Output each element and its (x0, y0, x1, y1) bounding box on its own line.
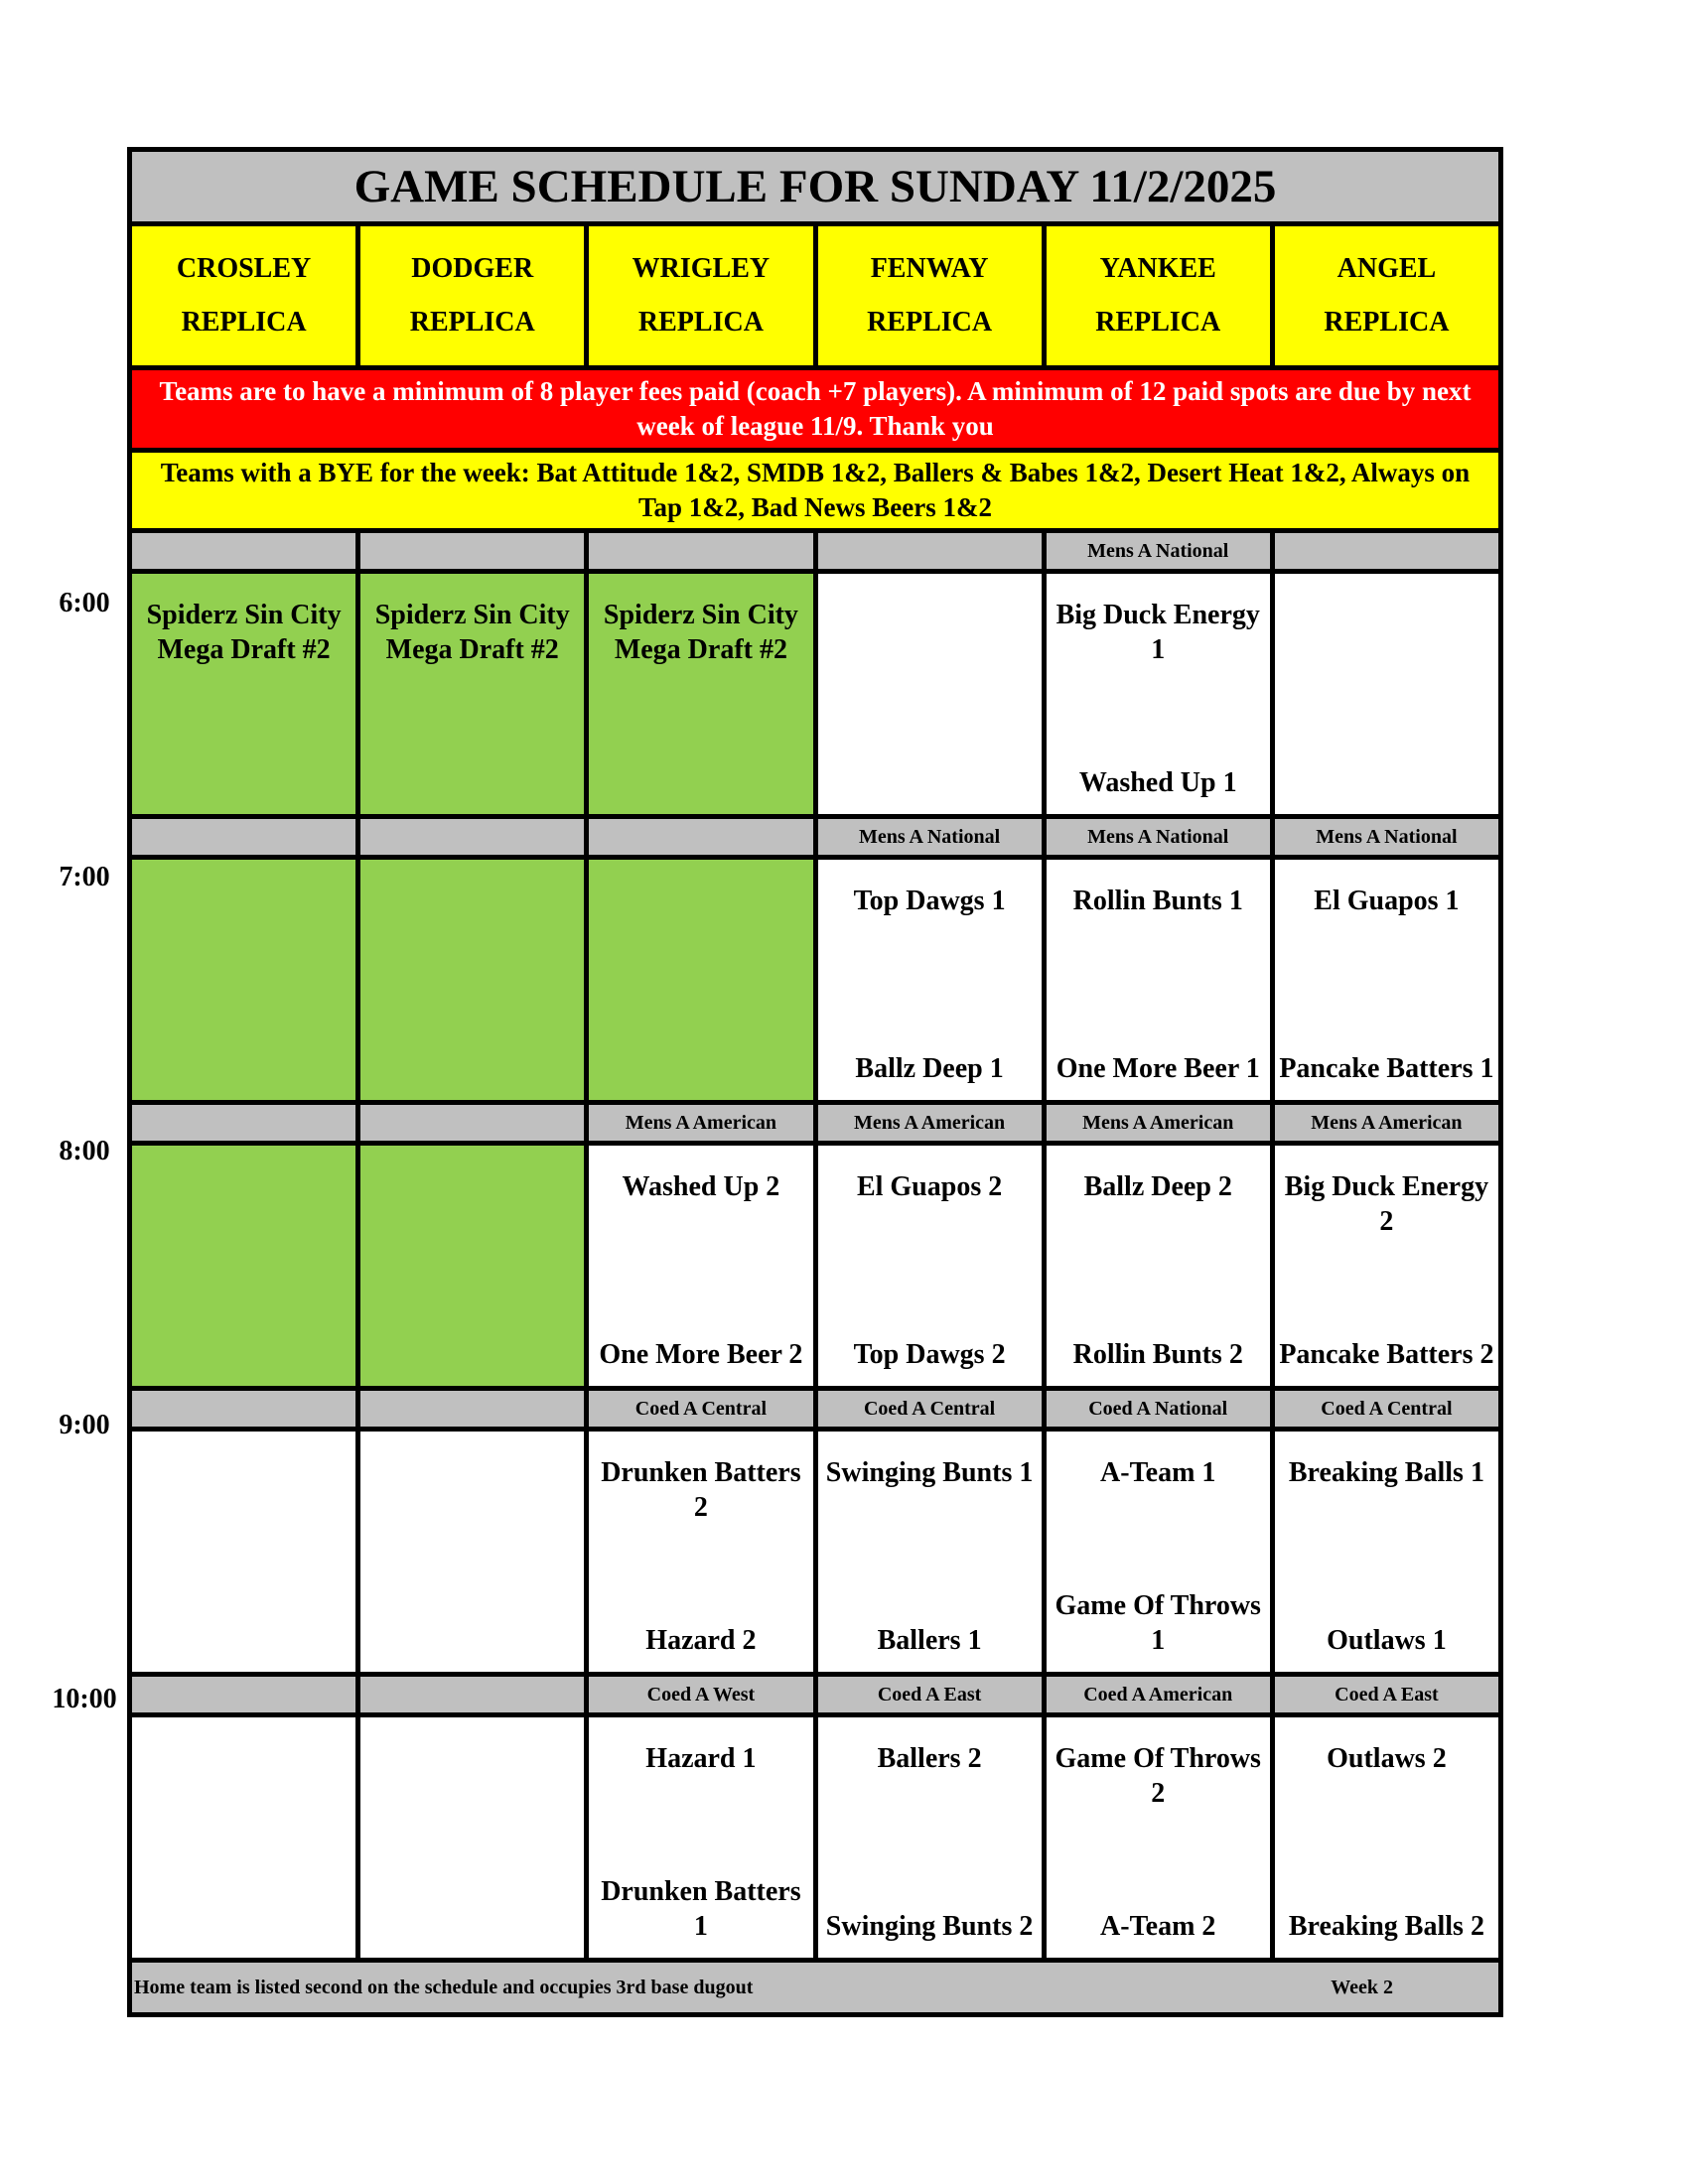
division-label: Mens A American (1047, 1105, 1270, 1141)
home-team: One More Beer 1 (1055, 1053, 1260, 1084)
home-team: Breaking Balls 2 (1288, 1911, 1484, 1942)
game-cell (589, 1146, 812, 1386)
away-team: Big Duck Energy 1 (1055, 600, 1260, 665)
division-label (360, 819, 584, 855)
division-label (132, 1105, 355, 1141)
field-header-dodger (360, 226, 584, 365)
field-header-crosley (132, 226, 355, 365)
home-team: One More Beer 2 (599, 1339, 803, 1370)
field-name: ANGEL (1336, 253, 1437, 284)
division-label (132, 1677, 355, 1712)
division-label: Mens A American (818, 1105, 1042, 1141)
field-sub: REPLICA (637, 307, 764, 338)
division-label: Mens A National (818, 819, 1042, 855)
away-team: Swinging Bunts 1 (825, 1457, 1034, 1488)
game-cell (1047, 574, 1270, 814)
division-label: Coed A American (1047, 1677, 1270, 1712)
away-team: Game Of Throws 2 (1055, 1743, 1261, 1809)
game-cell (818, 860, 1042, 1100)
division-label: Mens A National (1275, 819, 1498, 855)
field-name: CROSLEY (176, 253, 312, 284)
time-label: 9:00 (59, 1410, 110, 1440)
game-cell (818, 1432, 1042, 1672)
home-team: Outlaws 1 (1327, 1625, 1447, 1656)
reserved-label: Spiderz Sin City Mega Draft #2 (603, 600, 798, 665)
reserved-block (589, 860, 812, 1100)
game-cell (1047, 860, 1270, 1100)
empty-cell (360, 1432, 584, 1672)
game-cell (589, 1717, 812, 1958)
field-sub: REPLICA (181, 307, 307, 338)
game-cell (1275, 1717, 1498, 1958)
division-label (589, 819, 812, 855)
division-label: Mens A National (1047, 819, 1270, 855)
reserved-label: Spiderz Sin City Mega Draft #2 (146, 600, 342, 665)
division-label: Mens A American (1275, 1105, 1498, 1141)
division-label (360, 1677, 584, 1712)
home-team: Washed Up 1 (1078, 767, 1237, 798)
away-team: Hazard 1 (645, 1743, 757, 1774)
away-team: A-Team 1 (1100, 1457, 1216, 1488)
away-team: Top Dawgs 1 (853, 886, 1006, 916)
away-team: Ballers 2 (877, 1743, 982, 1774)
home-team: Hazard 2 (645, 1625, 757, 1656)
division-label: Coed A East (1275, 1677, 1498, 1712)
reserved-block (360, 1146, 584, 1386)
field-sub: REPLICA (1324, 307, 1450, 338)
footer-bar (132, 1963, 1498, 2012)
reserved-block (360, 860, 584, 1100)
field-name: DODGER (411, 253, 534, 284)
division-label (360, 533, 584, 569)
field-sub: REPLICA (1095, 307, 1221, 338)
division-label: Coed A East (818, 1677, 1042, 1712)
reserved-block (589, 574, 812, 814)
game-cell (1275, 1432, 1498, 1672)
division-label: Coed A National (1047, 1391, 1270, 1427)
division-label (360, 1391, 584, 1427)
time-label: 10:00 (52, 1684, 117, 1714)
home-team: Ballz Deep 1 (855, 1053, 1004, 1084)
home-team-note: Home team is listed second on the schedule and occupies 3rd base dugout (134, 1976, 754, 1998)
field-header-fenway (818, 226, 1042, 365)
game-cell (818, 1146, 1042, 1386)
schedule-table (127, 147, 1503, 2017)
division-label: Mens A American (589, 1105, 812, 1141)
division-label: Coed A Central (818, 1391, 1042, 1427)
empty-cell (132, 1432, 355, 1672)
page-title: GAME SCHEDULE FOR SUNDAY 11/2/2025 (132, 152, 1498, 221)
reserved-block (132, 860, 355, 1100)
empty-cell (1275, 574, 1498, 814)
home-team: Rollin Bunts 2 (1072, 1339, 1243, 1370)
fee-notice: Teams are to have a minimum of 8 player fees paid (coach +7 players). A minimum of 12 paid spots are due by next week of league 11/9. Thank you (132, 370, 1498, 448)
game-cell (1275, 1146, 1498, 1386)
reserved-block (132, 574, 355, 814)
away-team: El Guapos 2 (856, 1171, 1003, 1202)
division-label (1275, 533, 1498, 569)
field-header-yankee (1047, 226, 1270, 365)
game-cell (1047, 1146, 1270, 1386)
away-team: El Guapos 1 (1314, 886, 1460, 916)
reserved-block (132, 1146, 355, 1386)
away-team: Breaking Balls 1 (1288, 1457, 1484, 1488)
home-team: Ballers 1 (877, 1625, 982, 1656)
time-label: 8:00 (59, 1136, 110, 1166)
empty-cell (818, 574, 1042, 814)
away-team: Rollin Bunts 1 (1072, 886, 1243, 916)
home-team: A-Team 2 (1100, 1911, 1216, 1942)
home-team: Pancake Batters 2 (1279, 1339, 1494, 1370)
division-label (132, 819, 355, 855)
field-header-angel (1275, 226, 1498, 365)
game-cell (1047, 1432, 1270, 1672)
home-team: Game Of Throws 1 (1055, 1590, 1261, 1656)
game-cell (818, 1717, 1042, 1958)
division-label (132, 1391, 355, 1427)
home-team: Swinging Bunts 2 (825, 1911, 1034, 1942)
field-name: FENWAY (870, 253, 989, 284)
game-cell (1047, 1717, 1270, 1958)
division-label: Coed A Central (1275, 1391, 1498, 1427)
division-label (132, 533, 355, 569)
week-label: Week 2 (1331, 1976, 1393, 1998)
time-label: 7:00 (59, 862, 110, 892)
division-label: Mens A National (1047, 533, 1270, 569)
away-team: Outlaws 2 (1327, 1743, 1447, 1774)
home-team: Top Dawgs 2 (853, 1339, 1006, 1370)
game-cell (1275, 860, 1498, 1100)
away-team: Ballz Deep 2 (1083, 1171, 1232, 1202)
reserved-label: Spiderz Sin City Mega Draft #2 (374, 600, 570, 665)
field-sub: REPLICA (409, 307, 535, 338)
home-team: Drunken Batters 1 (601, 1876, 801, 1942)
division-label: Coed A West (589, 1677, 812, 1712)
field-name: YANKEE (1099, 253, 1216, 284)
home-team: Pancake Batters 1 (1279, 1053, 1494, 1084)
division-label (589, 533, 812, 569)
field-header-wrigley (589, 226, 812, 365)
field-name: WRIGLEY (632, 253, 771, 284)
game-cell (589, 1432, 812, 1672)
away-team: Drunken Batters 2 (601, 1457, 801, 1523)
bye-notice: Teams with a BYE for the week: Bat Attitude 1&2, SMDB 1&2, Ballers & Babes 1&2, Desert Heat 1&2, Always on Tap 1&2, Bad News Beers 1&2 (132, 453, 1498, 528)
division-label: Coed A Central (589, 1391, 812, 1427)
division-label (818, 533, 1042, 569)
away-team: Washed Up 2 (622, 1171, 780, 1202)
empty-cell (360, 1717, 584, 1958)
reserved-block (360, 574, 584, 814)
time-label: 6:00 (59, 588, 110, 618)
field-sub: REPLICA (867, 307, 993, 338)
away-team: Big Duck Energy 2 (1284, 1171, 1489, 1237)
empty-cell (132, 1717, 355, 1958)
division-label (360, 1105, 584, 1141)
